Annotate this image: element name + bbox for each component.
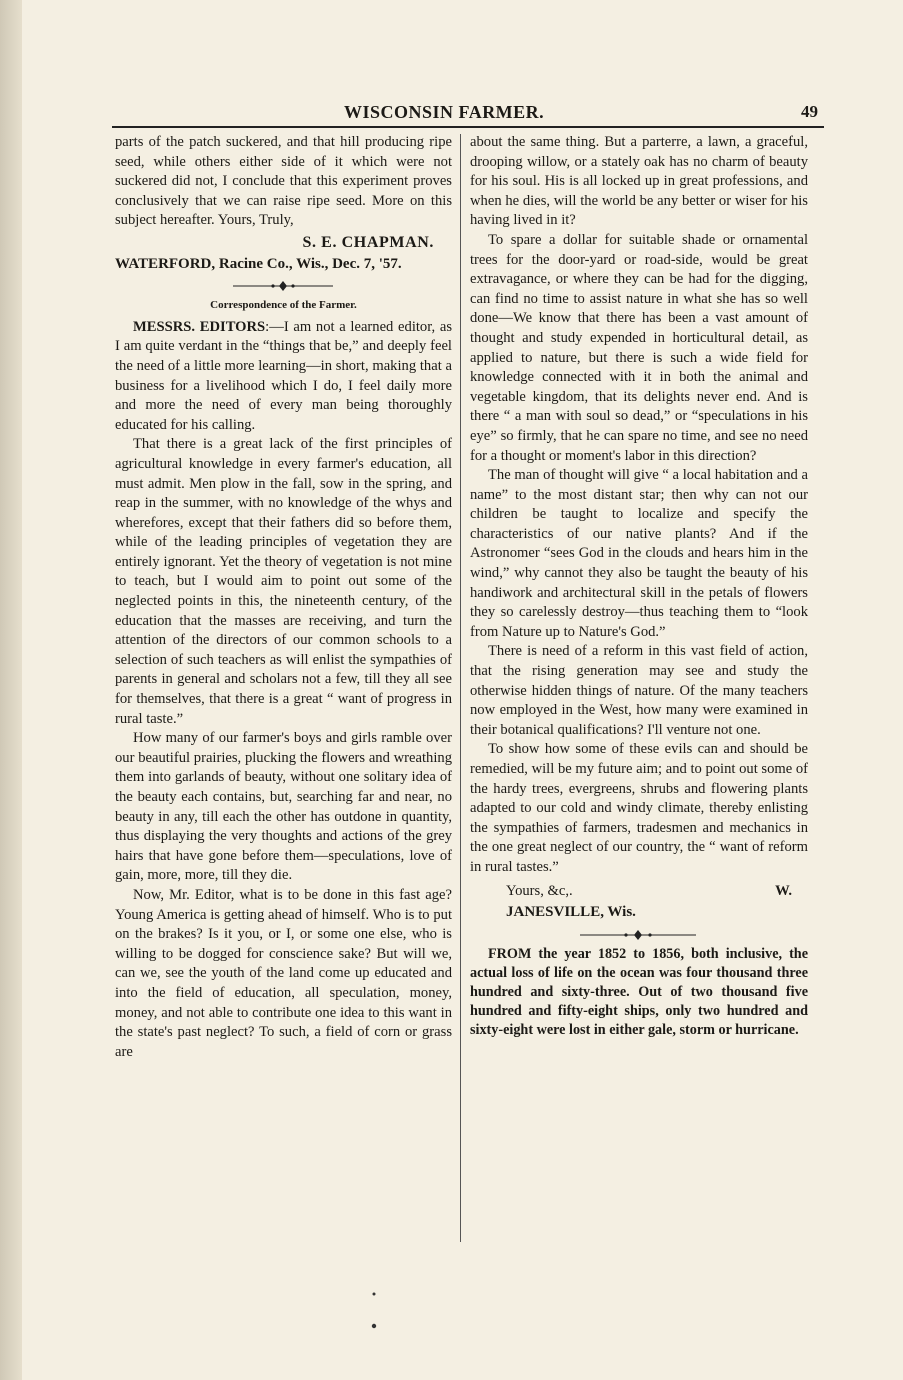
ornament-divider bbox=[470, 927, 808, 943]
letter-paragraph-4: Now, Mr. Editor, what is to be done in this fast age? Young America is getting ahead of himself. Who is to put on the brakes? Is it you, or I, or some one else, who is willing to be dogged for conscience sake? But will we, can we, see the youth of the land come up educated and into the field of education, all speculation, money, money, and not able to contribute one idea to this want in the state's past neglect? To such, a field of corn or grass are bbox=[115, 886, 452, 1060]
column-divider bbox=[460, 134, 461, 1242]
letter-paragraph-2: That there is a great lack of the first principles of agricultural knowledge in every farmer's education, all must admit. Men plow in the fall, sow in the spring, and reap in the summer, with no knowledge of the whys and wherefores, except that their fathers did so before them, while of the leading principles of vegetation they are entirely ignorant. Yet the theory of vegetation is not mine to teach, but I would aim to point out some of the neglected points in this, the nineteenth century, of the education that the masses are receiving, and turn the attention of the directors of our common schools to a selection of such teachers as will enlist the sympathies of parents in general and scholars not a few, till they all see for themselves, that there is a great “ want of progress in rural taste.” bbox=[115, 436, 452, 727]
letter-paragraph-1: :—I am not a learned editor, as I am quite verdant in the “things that be,” and deeply feel the need of a little more learning—in short, making that a business for a livelihood which I do, I feel daily more and more the need of every man being thoroughly educated for his calling. bbox=[115, 318, 452, 433]
binding-gutter bbox=[0, 0, 22, 1380]
right-paragraph-5: To show how some of these evils can and should be remedied, will be my future aim; and to point out some of the hardy trees, evergreens, shrubs and flowering plants adapted to our cold and windy climate, thereby enlisting the sympathies of farmers, tradesmen and mechanics in the one great neglect of our country, the “ want of reform in rural tastes.” bbox=[470, 741, 809, 875]
closing-initial: W. bbox=[775, 882, 792, 899]
letter-closing bbox=[506, 882, 792, 902]
page-specks bbox=[370, 1290, 378, 1330]
page-header bbox=[112, 100, 824, 124]
ornament-divider bbox=[115, 278, 452, 294]
salutation: MESSRS. EDITORS bbox=[133, 318, 266, 335]
place-date: WATERFORD, Racine Co., Wis., Dec. 7, '57. bbox=[115, 255, 402, 272]
news-item bbox=[470, 945, 808, 1040]
letter-paragraph-3: How many of our farmer's boys and girls ramble over our beautiful prairies, plucking the flowers and wreathing them into garlands of beauty, without one solitary idea of the beauty each contains, but, searching far and near, no beauty in any, till each the other has outdone in quantity, thus displaying the very thoughts and actions of the grey hairs that have gone before them—speculations, love of gain, more, more, till they die. bbox=[115, 730, 452, 884]
right-paragraph-1: about the same thing. But a parterre, a lawn, a graceful, drooping willow, or a stately oak has no charm of beauty for his soul. His is all locked up in great professions, and when he dies, will the world be any better or wiser for his having lived in it? bbox=[470, 134, 808, 229]
header-rule bbox=[112, 126, 824, 128]
section-heading: Correspondence of the Farmer. bbox=[210, 299, 357, 312]
opening-paragraph: parts of the patch suckered, and that hill producing ripe seed, while others either side of it which were not suckered did not, I conclude that this experiment proves conclusively that we can raise ripe seed. More on this subject hereafter. Yours, Truly, bbox=[115, 134, 452, 229]
right-paragraph-2: To spare a dollar for suitable shade or ornamental trees for the door-yard or road-side, would be great extravagance, or where they can be had for the digging, can find no time to assist nature in what she has so well done—We know that there has been a vast amount of thought and study expended in horticultural detail, as applied to nature, but there is such a wide field for knowledge connected with it in both the animal and vegetable kingdom, that its delights never end. And is there “ a man with soul so dead,” or “speculations in his eye” so firmly, that he can spare no time, and see no need for a thought or moment's labor in this direction? bbox=[470, 231, 808, 464]
running-title: WISCONSIN FARMER. bbox=[344, 102, 545, 122]
right-paragraph-3: The man of thought will give “ a local habitation and a name” to the most distant star; then why can not our children be taught to localize and specify the characteristics of our native plants? And if the Astronomer “sees God in the clouds and hears him in the wind,” why cannot they also be taught the beauty of his handiwork and architectural skill in the petals of flowers they so carelessly destroy—thus teaching them to “look from Nature up to Nature's God.” bbox=[470, 467, 808, 640]
right-column bbox=[470, 133, 808, 1040]
closing-text: Yours, &c,. bbox=[506, 882, 573, 899]
news-lead: FROM bbox=[488, 945, 532, 962]
letter-paragraph bbox=[115, 318, 452, 436]
signature: S. E. CHAPMAN. bbox=[302, 233, 434, 251]
right-paragraph-4: There is need of a reform in this vast field of action, that the rising generation may see and study the otherwise hidden things of nature. Of the many teachers now employed in the West, how many were examined in their botanical qualifications? I'll venture not one. bbox=[470, 643, 808, 738]
closing-place: JANESVILLE, Wis. bbox=[506, 904, 636, 921]
left-column bbox=[115, 133, 452, 1062]
news-text: the year 1852 to 1856, both inclusive, the actual loss of life on the ocean was four thousand three hundred and sixty-three. Out of two thousand five hundred and fifty-eight ships, only two hundred and sixty-eight were lost in either gale, storm or hurricane. bbox=[470, 945, 808, 1038]
page-number: 49 bbox=[801, 102, 818, 121]
